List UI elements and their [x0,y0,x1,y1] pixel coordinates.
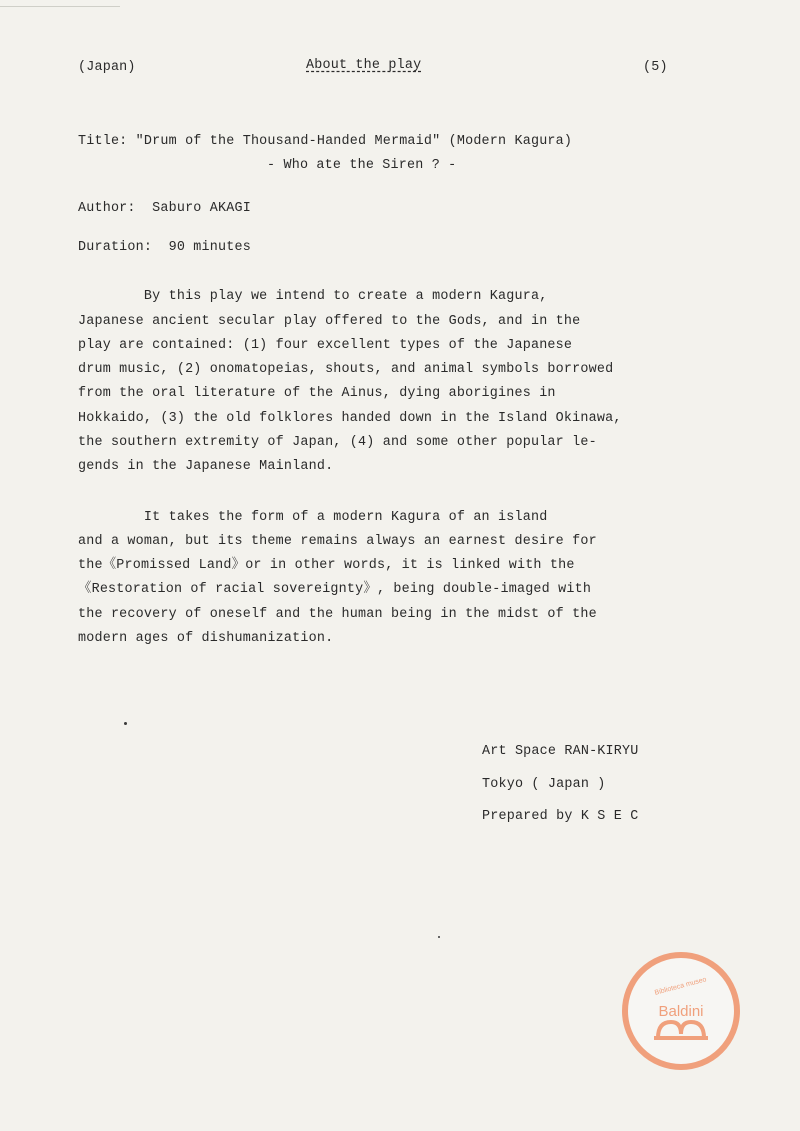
page-number: (5) [643,60,668,75]
play-title: Title: "Drum of the Thousand-Handed Mermaid" (Modern Kagura) [78,134,573,149]
organization-name: Art Space RAN-KIRYU [482,744,639,759]
ink-speck [438,936,440,938]
library-stamp [622,952,740,1070]
ink-speck [124,722,127,725]
duration-line: Duration: 90 minutes [78,240,251,255]
paragraph-line: Japanese ancient secular play offered to the Gods, and in the [78,314,581,329]
play-subtitle: - Who ate the Siren ? - [267,158,457,173]
header-country: (Japan) [78,60,136,75]
paragraph-line: Hokkaido, (3) the old folklores handed down in the Island Okinawa, [78,411,622,426]
organization-location: Tokyo ( Japan ) [482,777,606,792]
stamp-top-text: Biblioteca museo [653,976,708,997]
paragraph-line: the southern extremity of Japan, (4) and some other popular le- [78,435,597,450]
paragraph-line: the recovery of oneself and the human being in the midst of the [78,607,597,622]
paragraph-line: drum music, (2) onomatopeias, shouts, and animal symbols borrowed [78,362,614,377]
stamp-name: Baldini [658,1003,704,1020]
header-title: About the play [306,58,422,73]
paragraph-line: By this play we intend to create a modern Kagura, [78,289,548,304]
paragraph-line: the《Promissed Land》or in other words, it is linked with the [78,558,575,573]
paragraph-line: play are contained: (1) four excellent types of the Japanese [78,338,573,353]
book-stamp-icon [628,958,734,1064]
paragraph-line: modern ages of dishumanization. [78,631,334,646]
page-edge-mark [0,6,120,7]
paragraph-line: 《Restoration of racial sovereignty》, being double-imaged with [78,582,592,597]
paragraph-line: and a woman, but its theme remains always an earnest desire for [78,534,597,549]
prepared-by: Prepared by K S E C [482,809,639,824]
paragraph-line: It takes the form of a modern Kagura of an island [78,510,548,525]
author-line: Author: Saburo AKAGI [78,201,251,216]
paragraph-line: from the oral literature of the Ainus, dying aborigines in [78,386,556,401]
paragraph-line: gends in the Japanese Mainland. [78,459,334,474]
